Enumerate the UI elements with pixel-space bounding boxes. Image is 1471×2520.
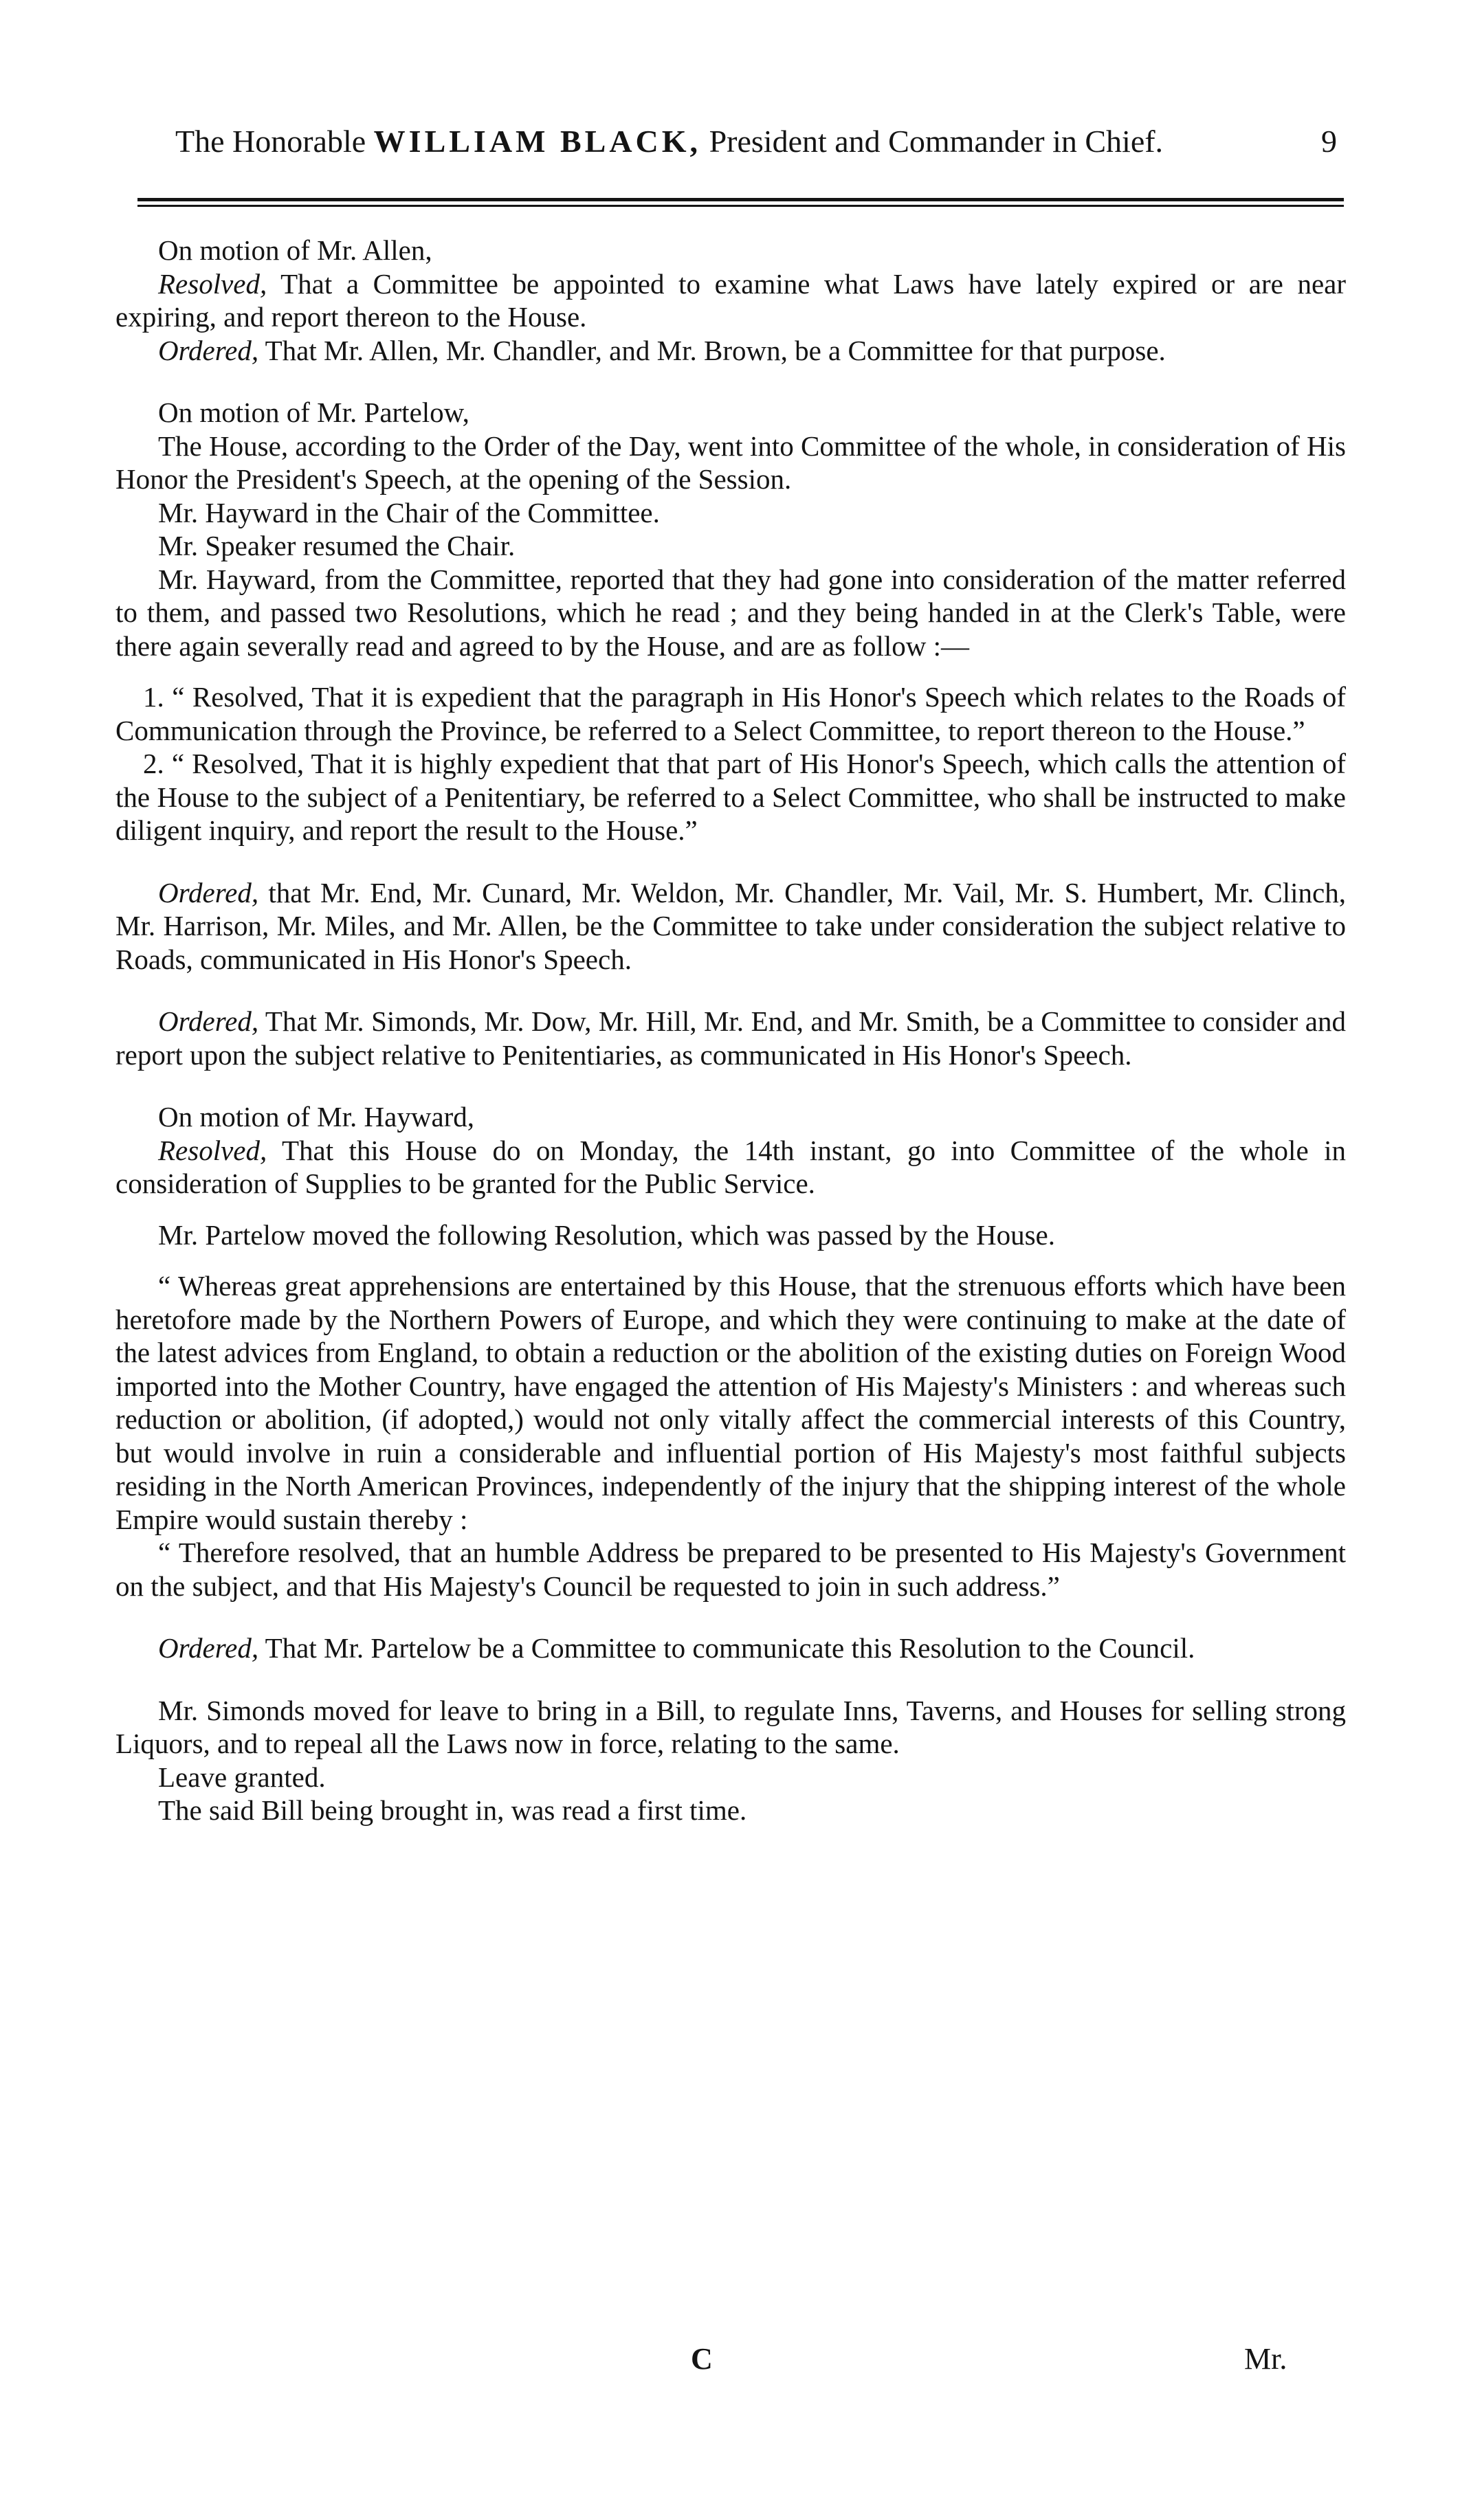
catchword: Mr.	[1244, 2342, 1287, 2376]
motion-allen: On motion of Mr. Allen,	[158, 234, 432, 266]
order-roads-committee-text: that Mr. End, Mr. Cunard, Mr. Weldon, Mr. Chandler, Mr. Vail, Mr. S. Humbert, Mr. Clinch, Mr. Harrison, Mr. Miles, and Mr. Allen, be the Committee to take under consideration the subject relative to Roads, communicated in His Honor's Speech.	[115, 876, 1346, 975]
leave-granted: Leave granted.	[158, 1761, 326, 1793]
order-committee-laws	[115, 334, 1346, 368]
order-communicate-council	[115, 1631, 1346, 1665]
resolved-label: Resolved,	[158, 1134, 267, 1166]
ordered-label: Ordered,	[158, 334, 259, 366]
header-rule-thin	[137, 205, 1344, 207]
running-header	[175, 122, 1337, 161]
whereas-clause: “ Whereas great apprehensions are entertained by this House, that the strenuous efforts which have been heretofore made by the Northern Powers of Europe, and which they were continuing to make at the date of the latest advices from England, to obtain a reduction or the abolition of the existing duties on Foreign Wood imported into the Mother Country, have engaged the attention of His Majesty's Ministers : and whereas such reduction or abolition, (if adopted,) would not only vitally affect the commercial interests of this Country, but would involve in ruin a considerable and influential portion of His Majesty's most faithful subjects residing in the North American Provinces, independently of the injury that the shipping interest of the whole Empire would sustain thereby :	[115, 1270, 1346, 1535]
motion-partelow: On motion of Mr. Partelow,	[158, 397, 469, 428]
ordered-label: Ordered,	[158, 876, 259, 908]
resolution-laws	[115, 267, 1346, 334]
order-roads-committee	[115, 876, 1346, 977]
resolution-roads: 1. “ Resolved, That it is expedient that the paragraph in His Honor's Speech which relates to the Roads of Communication through the Province, be referred to a Select Committee, to report thereon to the House.”	[115, 681, 1346, 746]
order-committee-laws-text: That Mr. Allen, Mr. Chandler, and Mr. Brown, be a Committee for that purpose.	[258, 334, 1166, 366]
page-number: 9	[1321, 124, 1337, 159]
resolution-penitentiary: 2. “ Resolved, That it is highly expedient that that part of His Honor's Speech, which calls the attention of the House to the subject of a Penitentiary, be referred to a Select Committee, who shall be instructed to make diligent inquiry, and report the result to the House.”	[115, 748, 1346, 846]
first-reading: The said Bill being brought in, was read a first time.	[158, 1794, 747, 1826]
partelow-resolution-intro: Mr. Partelow moved the following Resolution, which was passed by the House.	[158, 1218, 1055, 1251]
signature-mark: C	[691, 2342, 713, 2376]
ordered-label: Ordered,	[158, 1632, 259, 1664]
header-suffix: President and Commander in Chief.	[701, 124, 1164, 159]
order-communicate-council-text: That Mr. Partelow be a Committee to communicate this Resolution to the Council.	[258, 1632, 1195, 1664]
resolution-supplies	[115, 1134, 1346, 1201]
resolution-laws-text: That a Committee be appointed to examine what Laws have lately expired or are near expiring, and report thereon to the House.	[115, 267, 1346, 333]
header-rule-thick	[137, 198, 1344, 201]
committee-of-whole: The House, according to the Order of the Day, went into Committee of the whole, in consideration of His Honor the President's Speech, at the opening of the Session.	[115, 430, 1346, 495]
hayward-chair: Mr. Hayward in the Chair of the Committee.	[158, 496, 660, 528]
header-prefix: The Honorable	[175, 124, 374, 159]
order-penitentiary-committee	[115, 1005, 1346, 1071]
motion-hayward: On motion of Mr. Hayward,	[158, 1101, 475, 1133]
resolution-supplies-text: That this House do on Monday, the 14th instant, go into Committee of the whole in consideration of Supplies to be granted for the Public Service.	[115, 1134, 1346, 1199]
header-name: WILLIAM BLACK,	[373, 124, 702, 159]
order-penitentiary-committee-text: That Mr. Simonds, Mr. Dow, Mr. Hill, Mr. End, and Mr. Smith, be a Committee to consider and report upon the subject relative to Penitentiaries, as communicated in His Honor's Speech.	[115, 1005, 1346, 1071]
resolved-label: Resolved,	[158, 267, 267, 300]
therefore-resolved: “ Therefore resolved, that an humble Address be prepared to be presented to His Majesty's Government on the subject, and that His Majesty's Council be requested to join in such address.”	[115, 1537, 1346, 1602]
ordered-label: Ordered,	[158, 1005, 259, 1037]
simonds-bill-motion: Mr. Simonds moved for leave to bring in a Bill, to regulate Inns, Taverns, and Houses for selling strong Liquors, and to repeal all the Laws now in force, relating to the same.	[115, 1694, 1346, 1759]
hayward-report: Mr. Hayward, from the Committee, reported that they had gone into consideration of the matter referred to them, and passed two Resolutions, which he read ; and they being handed in at the Clerk's Table, were there again severally read and agreed to by the House, and are as follow :—	[115, 563, 1346, 662]
speaker-resumed: Mr. Speaker resumed the Chair.	[158, 530, 516, 561]
journal-text	[115, 234, 1346, 1827]
